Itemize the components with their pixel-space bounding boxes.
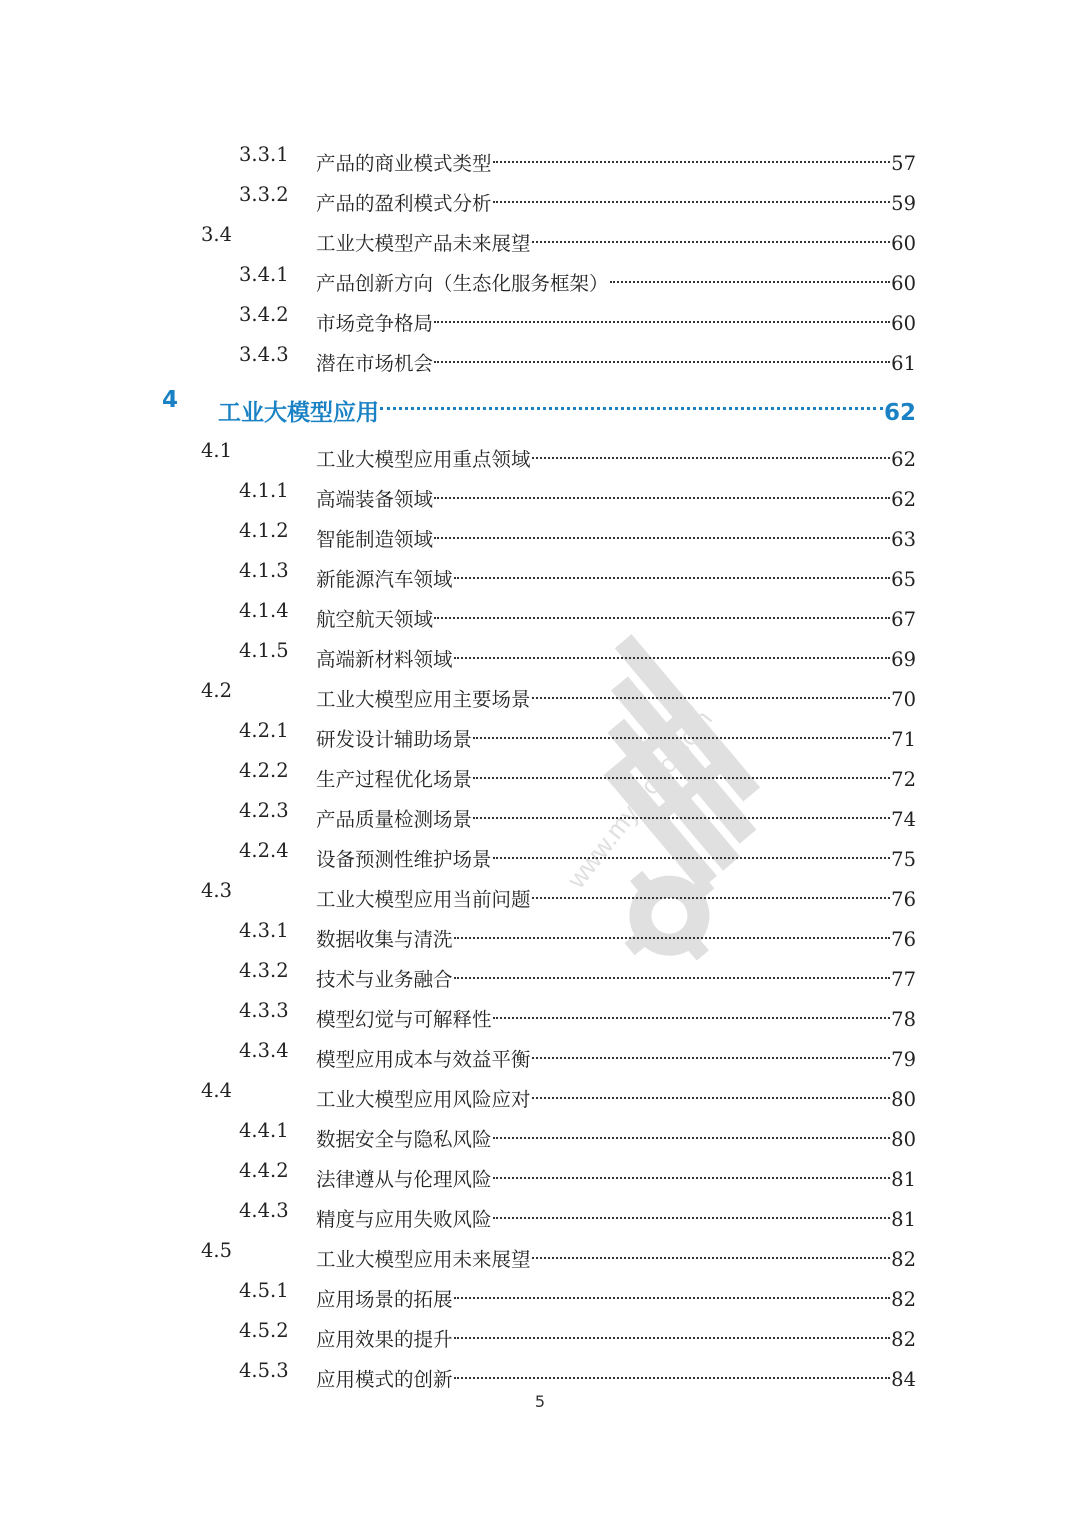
toc-entry-number: 3.4 [201,223,233,246]
toc-entry-page: 80 [891,1088,916,1111]
dot-leader [454,1356,891,1386]
toc-entry-number: 4.5.3 [239,1359,289,1382]
toc-entry-leader [316,1316,916,1355]
toc-entry-page: 62 [883,400,916,426]
toc-entry-page: 76 [891,928,916,951]
toc-entry-title: 模型幻觉与可解释性 [316,1008,492,1031]
dot-leader [454,1276,891,1306]
toc-entry-title: 研发设计辅助场景 [316,728,473,751]
toc-entry-number: 4.4.2 [239,1159,289,1182]
toc-entry-page: 82 [891,1328,916,1351]
toc-entry-title: 精度与应用失败风险 [316,1208,492,1231]
toc-entry-leader [316,340,916,379]
toc-entry[interactable] [0,1276,1080,1311]
toc-entry[interactable] [0,140,1080,175]
dot-leader [434,340,890,370]
toc-entry-page: 74 [891,808,916,831]
dot-leader [454,916,891,946]
toc-entry-number: 4.2 [201,679,233,702]
toc-entry-page: 60 [891,232,916,255]
toc-entry[interactable] [0,1356,1080,1391]
dot-leader [454,556,891,586]
toc-entry[interactable] [0,1036,1080,1071]
toc-entry-leader [316,916,916,955]
dot-leader [493,1196,891,1226]
toc-entry-number: 4.5.1 [239,1279,289,1302]
toc-entry-title: 技术与业务融合 [316,968,453,991]
toc-entry-leader [316,436,916,475]
dot-leader [454,1316,891,1346]
page-number: 5 [534,1392,546,1411]
dot-leader [532,1236,891,1266]
toc-entry-number: 4.3 [201,879,233,902]
dot-leader [532,676,891,706]
toc-entry-number: 3.3.1 [239,143,289,166]
toc-entry-number: 4.1.5 [239,639,289,662]
toc-entry-leader [316,300,916,339]
toc-entry[interactable] [0,756,1080,791]
toc-entry-leader [316,516,916,555]
toc-entry-number: 4.3.4 [239,1039,289,1062]
dot-leader [532,1076,891,1106]
toc-entry-leader [316,1276,916,1315]
toc-entry-number: 4.2.2 [239,759,289,782]
toc-entry[interactable] [0,956,1080,991]
dot-leader [473,716,890,746]
toc-entry-leader [316,596,916,635]
toc-entry-number: 4.4 [201,1079,233,1102]
toc-entry[interactable] [0,876,1080,911]
toc-entry-title: 市场竞争格局 [316,312,434,335]
toc-entry[interactable] [0,1196,1080,1231]
dot-leader [610,260,891,290]
toc-entry-title: 航空航天领域 [316,608,434,631]
toc-entry-title: 产品的商业模式类型 [316,152,492,175]
toc-entry-number: 3.4.3 [239,343,289,366]
toc-entry-leader [316,956,916,995]
toc-entry-number: 4.2.1 [239,719,289,742]
toc-entry-page: 77 [891,968,916,991]
toc-entry-title: 高端新材料领域 [316,648,453,671]
toc-entry-leader [316,636,916,675]
toc-entry-title: 智能制造领域 [316,528,434,551]
toc-entry-number: 3.4.2 [239,303,289,326]
toc-entry[interactable] [0,476,1080,511]
toc-entry-title: 工业大模型产品未来展望 [316,232,531,255]
toc-entry-number: 4.5.2 [239,1319,289,1342]
toc-entry-leader [316,756,916,795]
dot-leader [434,476,890,506]
toc-entry-page: 63 [891,528,916,551]
toc-entry-title: 潜在市场机会 [316,352,434,375]
toc-entry-number: 4.2.3 [239,799,289,822]
toc-entry-title: 法律遵从与伦理风险 [316,1168,492,1191]
toc-entry-page: 61 [891,352,916,375]
dot-leader [493,180,891,210]
toc-entry-page: 79 [891,1048,916,1071]
toc-entry-page: 59 [891,192,916,215]
toc-entry-page: 72 [891,768,916,791]
toc-entry-leader [316,1116,916,1155]
toc-entry-number: 3.3.2 [239,183,289,206]
toc-entry-leader [316,220,916,259]
toc-entry-page: 82 [891,1248,916,1271]
dot-leader [493,996,891,1026]
toc-entry-number: 4.4.1 [239,1119,289,1142]
toc-entry-number: 4.1.4 [239,599,289,622]
toc-entry-title: 生产过程优化场景 [316,768,473,791]
toc-entry-page: 81 [891,1208,916,1231]
dot-leader [493,1116,891,1146]
toc-entry-number: 4.2.4 [239,839,289,862]
toc-entry-title: 工业大模型应用风险应对 [316,1088,531,1111]
toc-entry-page: 67 [891,608,916,631]
toc-entry-title: 工业大模型应用 [218,400,379,426]
toc-entry-number: 4.1.2 [239,519,289,542]
toc-entry-title: 设备预测性维护场景 [316,848,492,871]
toc-entry-title: 应用场景的拓展 [316,1288,453,1311]
toc-entry-leader [316,1156,916,1195]
toc-entry-page: 62 [891,488,916,511]
dot-leader [380,380,883,420]
toc-entry-title: 产品的盈利模式分析 [316,192,492,215]
toc-entry[interactable] [0,1156,1080,1191]
toc-entry-leader [316,180,916,219]
dot-leader [493,836,891,866]
toc-entry[interactable] [0,836,1080,871]
toc-entry-number: 4.1.1 [239,479,289,502]
toc-entry[interactable] [0,796,1080,831]
toc-entry-page: 69 [891,648,916,671]
toc-entry[interactable] [0,436,1080,471]
toc-entry-title: 数据收集与清洗 [316,928,453,951]
toc-entry[interactable] [0,260,1080,295]
toc-entry-page: 76 [891,888,916,911]
toc-entry-leader [316,1076,916,1115]
toc-entry-page: 81 [891,1168,916,1191]
toc-entry-number: 4.3.3 [239,999,289,1022]
toc-entry-title: 工业大模型应用当前问题 [316,888,531,911]
toc-entry-title: 模型应用成本与效益平衡 [316,1048,531,1071]
toc-entry-page: 65 [891,568,916,591]
toc-entry-leader [316,1036,916,1075]
toc-entry[interactable] [0,676,1080,711]
toc-entry[interactable] [0,556,1080,591]
toc-entry[interactable] [0,380,1080,426]
dot-leader [434,596,890,626]
dot-leader [473,756,890,786]
toc-entry-title: 产品质量检测场景 [316,808,473,831]
toc-entry-number: 4.3.2 [239,959,289,982]
toc-entry[interactable] [0,300,1080,335]
toc-entry[interactable] [0,1076,1080,1111]
toc-entry-leader [316,996,916,1035]
toc-entry-number: 4.1 [201,439,233,462]
toc-entry-page: 78 [891,1008,916,1031]
toc-entry-number: 4.1.3 [239,559,289,582]
toc-entry-title: 工业大模型应用未来展望 [316,1248,531,1271]
toc-entry-number: 4.3.1 [239,919,289,942]
toc-entry-leader [316,1236,916,1275]
toc-entry[interactable] [0,716,1080,751]
toc-entry-leader [316,260,916,299]
toc-entry-title: 新能源汽车领域 [316,568,453,591]
toc-entry[interactable] [0,1316,1080,1351]
toc-entry-leader [316,1356,916,1395]
toc-entry-title: 工业大模型应用重点领域 [316,448,531,471]
toc-entry-page: 62 [891,448,916,471]
toc-entry-page: 71 [891,728,916,751]
toc-entry[interactable] [0,996,1080,1031]
dot-leader [532,220,891,250]
dot-leader [532,876,891,906]
toc-entry-leader [316,716,916,755]
toc-entry[interactable] [0,1236,1080,1271]
toc-entry-leader [316,476,916,515]
dot-leader [493,1156,891,1186]
toc-entry-number: 4.4.3 [239,1199,289,1222]
toc-entry-page: 82 [891,1288,916,1311]
toc-entry-page: 70 [891,688,916,711]
toc-entry-leader [316,556,916,595]
toc-entry-title: 高端装备领域 [316,488,434,511]
toc-entry-number: 3.4.1 [239,263,289,286]
dot-leader [434,516,890,546]
toc-entry-page: 60 [891,312,916,335]
toc-entry-number: 4.5 [201,1239,233,1262]
toc-entry-title: 应用效果的提升 [316,1328,453,1351]
toc-entry-page: 57 [891,152,916,175]
toc-entry-title: 产品创新方向（生态化服务框架） [316,272,609,295]
dot-leader [454,956,891,986]
dot-leader [493,140,891,170]
toc-entry-leader [316,836,916,875]
toc-entry[interactable] [0,516,1080,551]
toc-entry-title: 工业大模型应用主要场景 [316,688,531,711]
toc-entry[interactable] [0,220,1080,255]
toc-entry[interactable] [0,636,1080,671]
toc-entry-title: 数据安全与隐私风险 [316,1128,492,1151]
dot-leader [454,636,891,666]
toc-entry-page: 80 [891,1128,916,1151]
toc-entry-leader [316,1196,916,1235]
toc-entry[interactable] [0,596,1080,631]
toc-entry[interactable] [0,916,1080,951]
toc-entry-leader [316,876,916,915]
toc-entry-title: 应用模式的创新 [316,1368,453,1391]
toc-entry-leader [316,140,916,179]
toc-entry-leader [316,796,916,835]
toc-entry[interactable] [0,180,1080,215]
dot-leader [473,796,890,826]
dot-leader [434,300,890,330]
watermark-text: www.mymoco.com [561,704,719,894]
toc-entry-page: 60 [891,272,916,295]
toc-entry[interactable] [0,340,1080,375]
dot-leader [532,1036,891,1066]
toc-entry-page: 75 [891,848,916,871]
toc-entry-leader [316,676,916,715]
dot-leader [532,436,891,466]
toc-entry[interactable] [0,1116,1080,1151]
toc-entry-leader [218,380,916,433]
toc-entry-page: 84 [891,1368,916,1391]
toc-entry-number: 4 [162,387,179,413]
